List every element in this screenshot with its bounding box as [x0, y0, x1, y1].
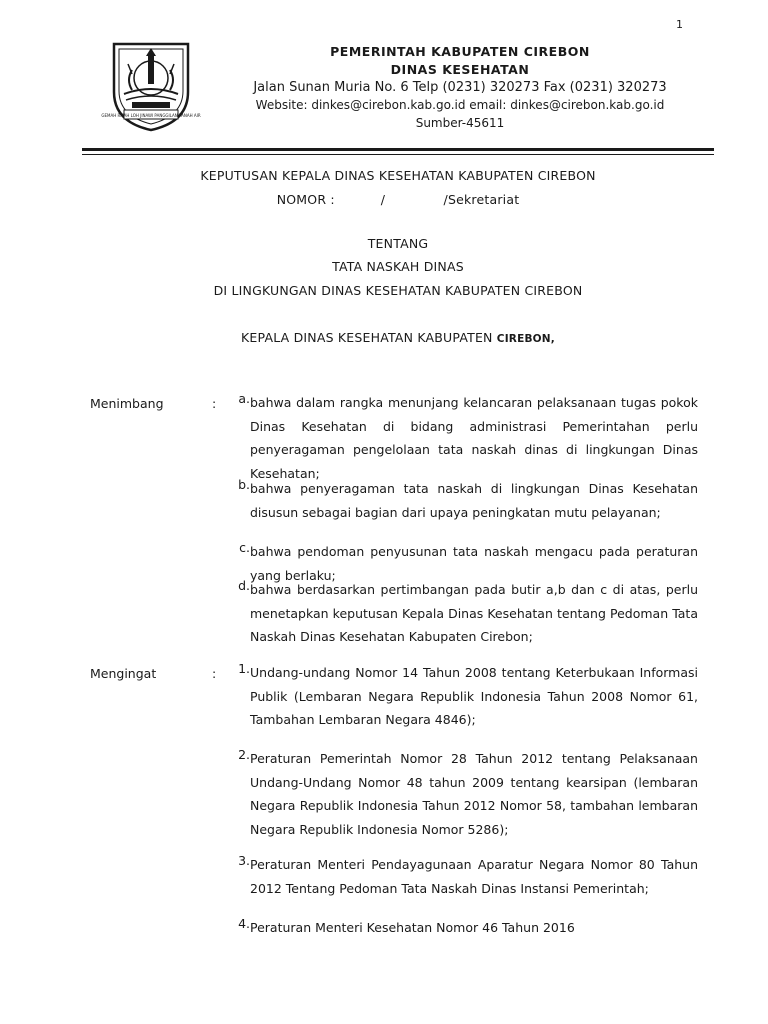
mengingat-colon: :: [212, 666, 217, 681]
menimbang-label: Menimbang: [90, 396, 164, 411]
decree-subject-line1: TATA NASKAH DINAS: [332, 259, 464, 274]
header-government: PEMERINTAH KABUPATEN CIREBON: [330, 44, 590, 59]
header-address: Jalan Sunan Muria No. 6 Telp (0231) 320273 Fax (0231) 320273: [253, 80, 667, 95]
page-number: 1: [676, 18, 683, 31]
list-marker: 3.: [238, 853, 250, 868]
header-website: Website: dinkes@cirebon.kab.go.id email: dinkes@cirebon.kab.go.id: [255, 98, 665, 112]
list-marker: 2.: [238, 747, 250, 762]
decree-subject-line2: DI LINGKUNGAN DINAS KESEHATAN KABUPATEN CIREBON: [213, 283, 583, 298]
official-suffix: CIREBON,: [496, 333, 555, 345]
list-marker: b.: [238, 477, 250, 492]
clause-text: bahwa berdasarkan pertimbangan pada butir a,b dan c di atas, perlu menetapkan keputusan Kepala Dinas Kesehatan tentang Pedoman Tata Naskah Dinas Kesehatan Kabupaten Cirebon;: [250, 582, 698, 644]
logo-motto: GEMAH RIPAH LOH JINAWI PANGGILAN TANAH AIR: [101, 113, 201, 118]
list-marker: 1.: [238, 661, 250, 676]
decree-title: KEPUTUSAN KEPALA DINAS KESEHATAN KABUPATEN CIREBON: [200, 168, 596, 183]
official-title: KEPALA DINAS KESEHATAN KABUPATEN: [241, 330, 493, 345]
clause-text: bahwa dalam rangka menunjang kelancaran pelaksanaan tugas pokok Dinas Kesehatan di bidang administrasi Pemerintahan perlu penyeragaman pengelolaan tata naskah dinas di lingkungan Dinas Kesehatan;: [250, 395, 698, 481]
list-marker: a.: [238, 391, 250, 406]
clause-text: bahwa pendoman penyusunan tata naskah mengacu pada peraturan yang berlaku;: [250, 544, 698, 583]
clause-text: Peraturan Menteri Kesehatan Nomor 46 Tahun 2016: [250, 920, 575, 935]
list-marker: c.: [239, 540, 250, 555]
menimbang-colon: :: [212, 396, 217, 411]
regency-emblem-logo: [101, 40, 201, 132]
clause-text: Peraturan Pemerintah Nomor 28 Tahun 2012 tentang Pelaksanaan Undang-Undang Nomor 48 tahun 2009 tentang kearsipan (lembaran Negara Republik Indonesia Tahun 2012 Nomor 58, tambahan lembaran Negara Republik Indonesia Nomor 5286);: [250, 751, 698, 837]
header-divider-thin: [82, 154, 714, 155]
header-postal: Sumber-45611: [415, 116, 505, 130]
decree-number: NOMOR : / /Sekretariat: [276, 192, 520, 207]
list-marker: 4.: [238, 916, 250, 931]
clause-text: bahwa penyeragaman tata naskah di lingkungan Dinas Kesehatan disusun sebagai bagian dari upaya peningkatan mutu pelayanan;: [250, 481, 698, 520]
mengingat-label: Mengingat: [90, 666, 157, 681]
list-marker: d.: [238, 578, 250, 593]
clause-text: Undang-undang Nomor 14 Tahun 2008 tentang Keterbukaan Informasi Publik (Lembaran Negara Republik Indonesia Tahun 2008 Nomor 61, Tambahan Lembaran Negara 4846);: [250, 665, 698, 727]
clause-text: Peraturan Menteri Pendayagunaan Aparatur Negara Nomor 80 Tahun 2012 Tentang Pedoman Tata Naskah Dinas Instansi Pemerintah;: [250, 857, 698, 896]
header-divider-thick: [82, 148, 714, 151]
decree-about: TENTANG: [367, 236, 429, 251]
header-department: DINAS KESEHATAN: [390, 62, 530, 77]
decree-official: [82, 330, 714, 345]
